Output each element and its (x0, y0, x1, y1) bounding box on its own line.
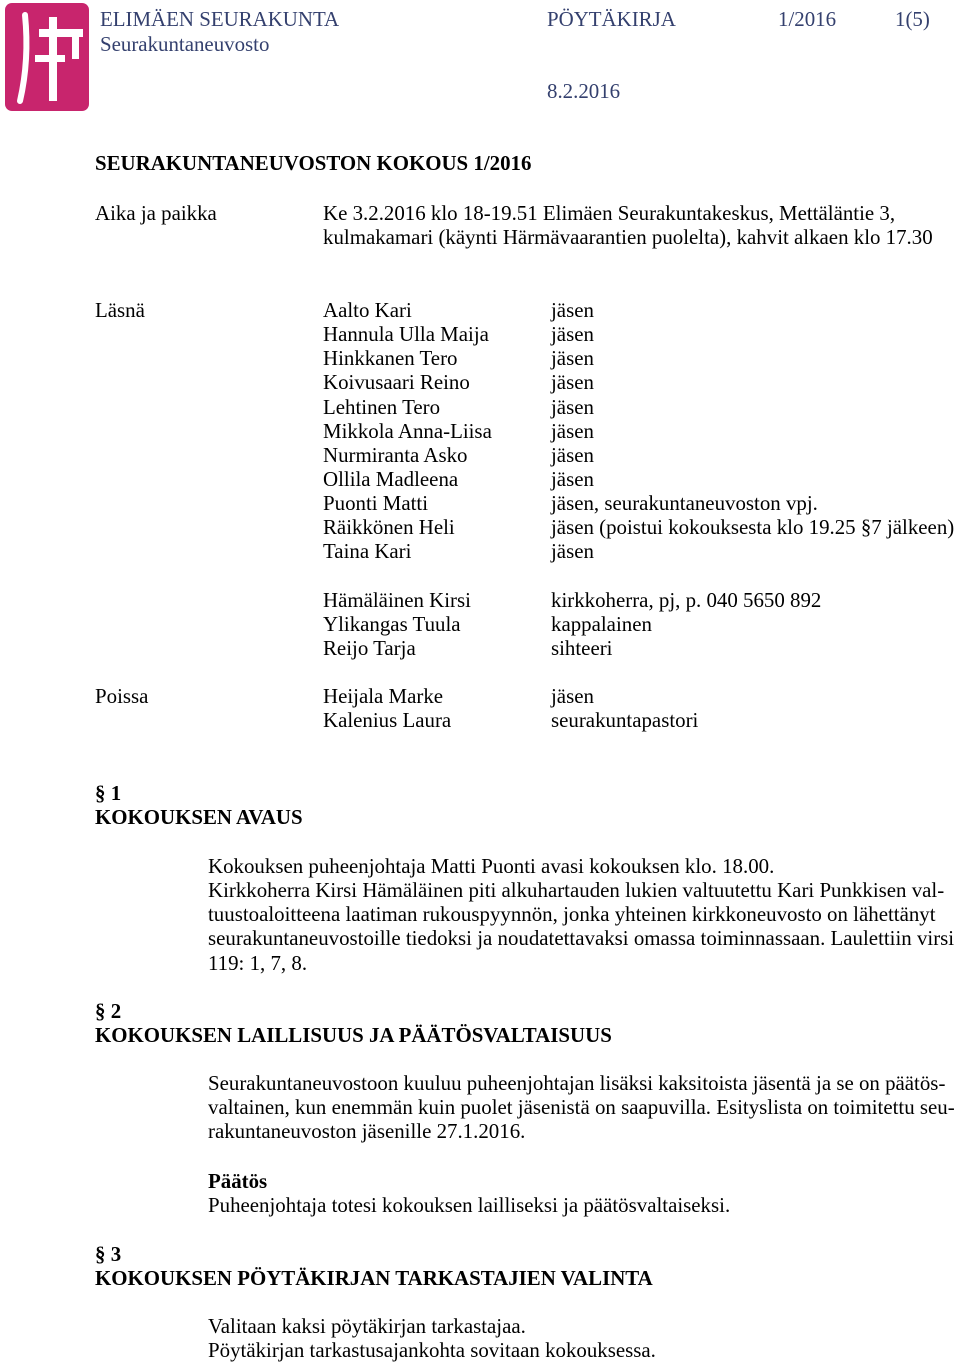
page-number: 1(5) (895, 7, 930, 31)
section-symbol: § (95, 1242, 106, 1266)
attendee-name: Taina Kari (323, 539, 412, 564)
attendee-role: jäsen (551, 322, 594, 347)
staff-row (323, 612, 953, 636)
church-cross-logo-icon (5, 3, 89, 111)
attendee-name: Lehtinen Tero (323, 394, 441, 419)
attendee-row (323, 346, 953, 370)
attendee-role: jäsen, seurakuntaneuvoston vpj. (551, 491, 818, 516)
attendee-name: Koivusaari Reino (323, 370, 470, 395)
time-place-label: Aika ja paikka (95, 201, 217, 225)
section-symbol: § (95, 999, 106, 1023)
paragraph-line: tuustoaloitteena laatiman rukouspyynnön, jonka yhteinen kirkkoneuvosto on lähettänyt (208, 902, 936, 927)
present-label: Läsnä (95, 298, 145, 322)
decision-line: Puheenjohtaja totesi kokouksen lailliseksi ja päätösvaltaiseksi. (208, 1193, 731, 1218)
paragraph-line: Valitaan kaksi pöytäkirjan tarkastajaa. (208, 1314, 526, 1338)
organization-name: ELIMÄEN SEURAKUNTA (100, 7, 340, 31)
attendee-role: jäsen (551, 418, 594, 443)
attendee-role: jäsen (551, 394, 594, 419)
attendee-row (323, 539, 953, 563)
section-number (95, 999, 612, 1023)
attendee-role: jäsen (551, 298, 594, 322)
attendee-role: jäsen (551, 370, 594, 395)
section-number-value: 2 (110, 999, 122, 1023)
paragraph-line: Kokouksen puheenjohtaja Matti Puonti avasi kokouksen klo. 18.00. (208, 854, 775, 878)
staff-role: kirkkoherra, pj, p. 040 5650 892 (551, 588, 822, 612)
section-heading: KOKOUKSEN AVAUS (95, 805, 303, 830)
section-heading: KOKOUKSEN PÖYTÄKIRJAN TARKASTAJIEN VALINTA (95, 1266, 653, 1291)
attendee-row (323, 491, 953, 515)
section-3-body (208, 1314, 656, 1362)
document-date: 8.2.2016 (547, 79, 621, 103)
attendee-name: Puonti Matti (323, 491, 429, 516)
section-2-body (208, 1071, 955, 1143)
section-2-decision (208, 1169, 730, 1217)
attendee-role: jäsen (551, 539, 594, 564)
attendee-role: jäsen (551, 466, 594, 491)
paragraph-line: rakuntaneuvoston jäsenille 27.1.2016. (208, 1119, 526, 1144)
attendee-row (323, 419, 953, 443)
attendee-role: jäsen (551, 442, 594, 467)
absentee-role: jäsen (551, 684, 594, 708)
attendee-name: Mikkola Anna-Liisa (323, 418, 492, 443)
staff-row (323, 636, 953, 660)
staff-role: sihteeri (551, 636, 613, 661)
staff-name: Reijo Tarja (323, 636, 416, 661)
section-heading: KOKOUKSEN LAILLISUUS JA PÄÄTÖSVALTAISUUS (95, 1023, 612, 1048)
attendee-role: jäsen (poistui kokouksesta klo 19.25 §7 jälkeen) (551, 515, 955, 540)
paragraph-line: Kirkkoherra Kirsi Hämäläinen piti alkuhartauden lukien valtuutettu Kari Punkkisen val- (208, 878, 945, 903)
attendee-name: Ollila Madleena (323, 466, 459, 491)
present-members-list (323, 298, 953, 564)
attendee-row (323, 467, 953, 491)
attendee-row (323, 322, 953, 346)
section-2-header (95, 999, 612, 1047)
attendee-role: jäsen (551, 346, 594, 371)
document-type: PÖYTÄKIRJA (547, 7, 676, 31)
attendee-name: Aalto Kari (323, 298, 412, 322)
absent-label: Poissa (95, 684, 149, 708)
section-number-value: 1 (110, 781, 122, 805)
attendee-row (323, 370, 953, 394)
absentee-row (323, 708, 953, 732)
time-place-line: kulmakamari (käynti Härmävaarantien puolelta), kahvit alkaen klo 17.30 (323, 225, 933, 250)
section-symbol: § (95, 781, 106, 805)
present-staff-list (323, 588, 953, 660)
absentee-row (323, 684, 953, 708)
section-1-header (95, 781, 303, 829)
time-place-line: Ke 3.2.2016 klo 18-19.51 Elimäen Seurakuntakeskus, Mettäläntie 3, (323, 201, 896, 225)
staff-row (323, 588, 953, 612)
section-number (95, 1242, 653, 1266)
absent-members-list (323, 684, 953, 732)
absentee-role: seurakuntapastori (551, 708, 699, 733)
attendee-name: Hannula Ulla Maija (323, 322, 489, 347)
attendee-row (323, 298, 953, 322)
meeting-title: SEURAKUNTANEUVOSTON KOKOUS 1/2016 (95, 151, 532, 175)
decision-label: Päätös (208, 1169, 268, 1193)
attendee-row (323, 515, 953, 539)
section-1-body (208, 854, 954, 975)
paragraph-line: Pöytäkirjan tarkastusajankohta sovitaan kokouksessa. (208, 1338, 656, 1363)
section-number (95, 781, 303, 805)
section-3-header (95, 1242, 653, 1290)
paragraph-line: 119: 1, 7, 8. (208, 950, 308, 975)
attendee-row (323, 443, 953, 467)
absentee-name: Heijala Marke (323, 684, 444, 708)
council-name: Seurakuntaneuvosto (100, 32, 270, 56)
paragraph-line: Seurakuntaneuvostoon kuuluu puheenjohtajan lisäksi kaksitoista jäsentä ja se on päätös- (208, 1071, 946, 1095)
attendee-name: Hinkkanen Tero (323, 346, 458, 371)
attendee-name: Nurmiranta Asko (323, 442, 468, 467)
document-number: 1/2016 (778, 7, 837, 31)
paragraph-line: seurakuntaneuvostoille tiedoksi ja noudatettavaksi omassa toiminnassaan. Laulettiin virsi (208, 926, 955, 951)
staff-name: Ylikangas Tuula (323, 612, 461, 637)
paragraph-line: valtainen, kun enemmän kuin puolet jäsenistä on saapuvilla. Esityslista on toimitettu seu- (208, 1095, 955, 1120)
staff-name: Hämäläinen Kirsi (323, 588, 471, 612)
section-number-value: 3 (110, 1242, 122, 1266)
attendee-name: Räikkönen Heli (323, 515, 455, 540)
absentee-name: Kalenius Laura (323, 708, 452, 733)
attendee-row (323, 395, 953, 419)
staff-role: kappalainen (551, 612, 652, 637)
time-place-text (323, 201, 933, 249)
